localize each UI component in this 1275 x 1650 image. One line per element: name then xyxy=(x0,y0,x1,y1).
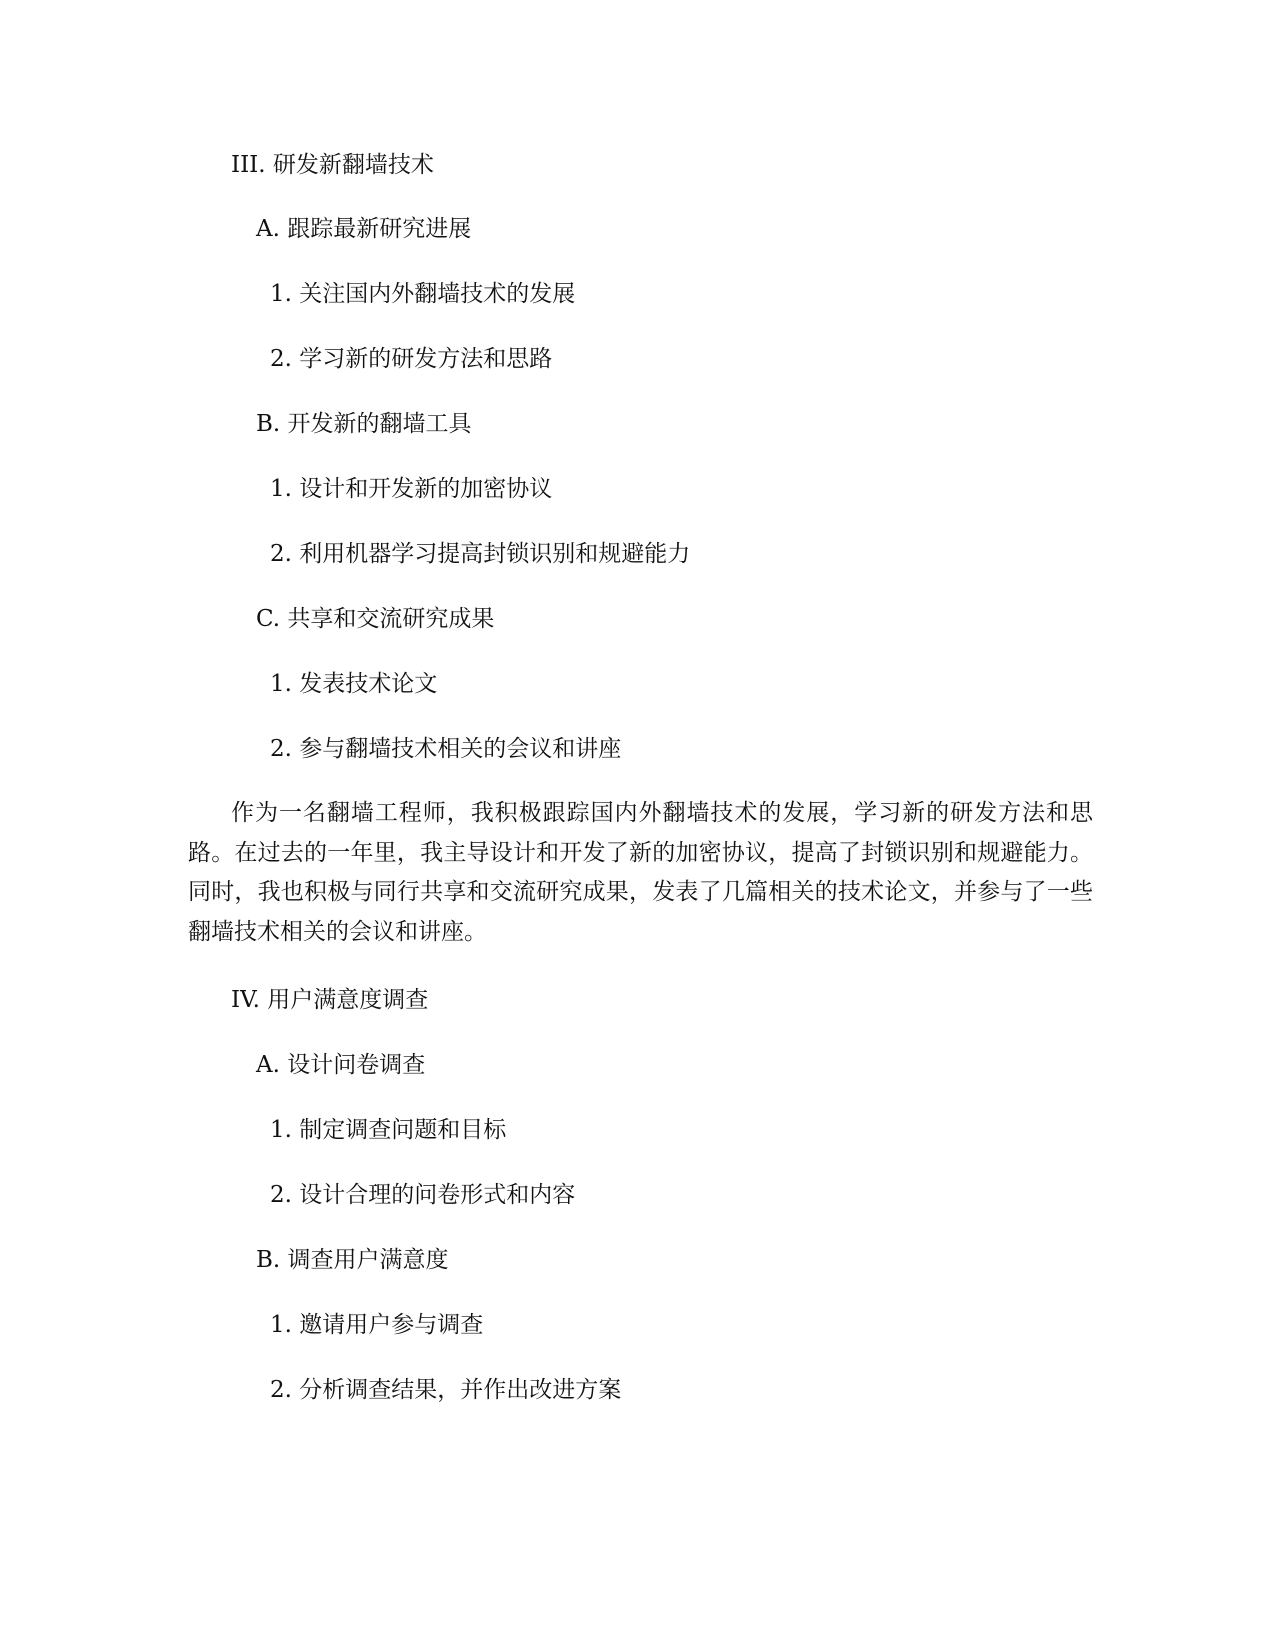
section-4a-item-2: 2. 设计合理的问卷形式和内容 xyxy=(270,1182,576,1208)
section-4a-title: A. 设计问卷调查 xyxy=(256,1052,426,1078)
section-3b-item-2: 2. 利用机器学习提高封锁识别和规避能力 xyxy=(270,541,691,567)
section-3a-title: A. 跟踪最新研究进展 xyxy=(256,216,472,242)
section-4b-title: B. 调查用户满意度 xyxy=(256,1247,449,1273)
section-4b-item-1: 1. 邀请用户参与调查 xyxy=(270,1312,484,1338)
section-3a-item-2: 2. 学习新的研发方法和思路 xyxy=(270,346,553,372)
section-3-heading: III. 研发新翻墙技术 xyxy=(231,152,434,178)
section-4a-item-1: 1. 制定调查问题和目标 xyxy=(270,1117,507,1143)
section-4b-item-2: 2. 分析调查结果，并作出改进方案 xyxy=(270,1377,622,1403)
section-3c-item-1: 1. 发表技术论文 xyxy=(270,671,438,697)
section-3c-item-2: 2. 参与翻墙技术相关的会议和讲座 xyxy=(270,736,622,762)
section-4-heading: IV. 用户满意度调查 xyxy=(231,987,429,1013)
section-3b-title: B. 开发新的翻墙工具 xyxy=(256,411,472,437)
section-3a-item-1: 1. 关注国内外翻墙技术的发展 xyxy=(270,281,576,307)
section-3-summary-paragraph: 作为一名翻墙工程师，我积极跟踪国内外翻墙技术的发展，学习新的研发方法和思路。在过去的一年里，我主导设计和开发了新的加密协议，提高了封锁识别和规避能力。同时，我也积极与同行共享和交流研究成果，发表了几篇相关的技术论文，并参与了一些翻墙技术相关的会议和讲座。 xyxy=(188,800,1093,945)
section-3c-title: C. 共享和交流研究成果 xyxy=(256,606,495,632)
section-3b-item-1: 1. 设计和开发新的加密协议 xyxy=(270,476,553,502)
